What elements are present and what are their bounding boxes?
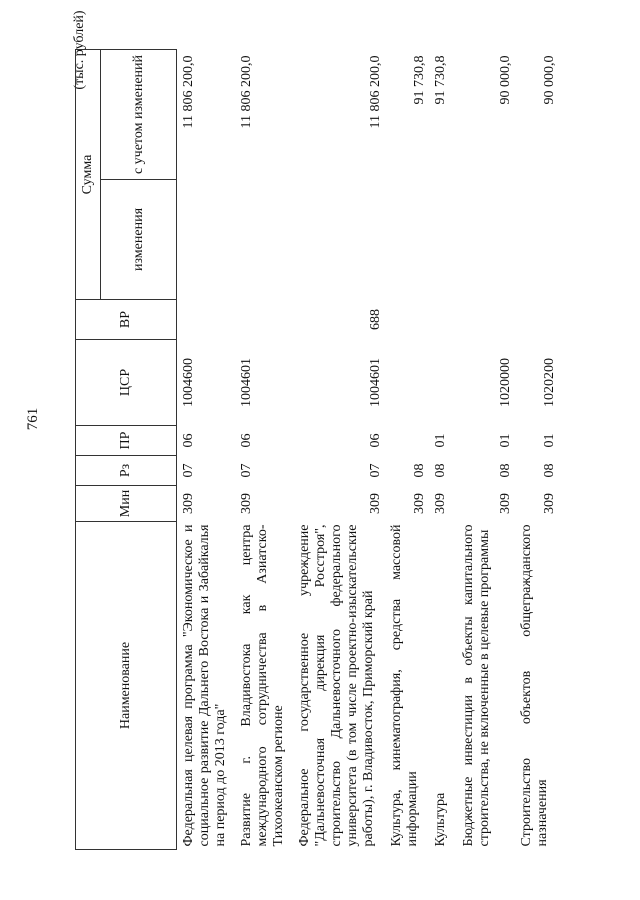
row-rz: 07 — [238, 463, 254, 478]
row-total: 11 806 200,0 — [181, 55, 196, 129]
row-vr — [515, 300, 559, 340]
row-rz: 08 — [432, 463, 448, 478]
table-row — [515, 50, 559, 850]
units-label: (тыс. рублей) — [72, 10, 87, 90]
row-rz: 08 — [411, 463, 427, 478]
row-name: Строительство объектов общегражданского назначения — [518, 524, 550, 847]
row-change — [429, 180, 457, 300]
table-row — [385, 50, 429, 850]
row-vr — [429, 300, 457, 340]
row-min: 309 — [238, 493, 254, 514]
rotated-page — [75, 50, 565, 850]
row-min: 309 — [541, 493, 557, 514]
row-rz: 08 — [497, 463, 513, 478]
row-name: Федеральное государственное учреждение "Дальневосточная дирекция Росстроя", строительство Дальневосточного федерального университета (в том числе проектно-изыскательские работы), г. Владивосток, Приморский край — [296, 524, 376, 847]
row-change — [457, 180, 515, 300]
row-total: 90 000,0 — [497, 55, 513, 105]
row-total: 11 806 200,0 — [367, 55, 383, 129]
row-total: 91 730,8 — [411, 55, 427, 105]
row-change — [515, 180, 559, 300]
row-min: 309 — [181, 493, 196, 514]
budget-table — [75, 49, 559, 850]
row-total: 11 806 200,0 — [238, 55, 254, 129]
row-vr — [457, 300, 515, 340]
row-change — [385, 180, 429, 300]
row-csr: 1004601 — [238, 358, 254, 407]
row-pr: 01 — [497, 433, 513, 448]
table-row — [429, 50, 457, 850]
header-vr: ВР — [76, 300, 177, 340]
row-vr — [177, 300, 235, 340]
header-csr: ЦСР — [76, 340, 177, 426]
row-csr — [385, 340, 429, 426]
page-number: 761 — [25, 407, 41, 431]
row-rz: 07 — [367, 463, 383, 478]
row-name: Культура — [432, 792, 448, 847]
row-name: Федеральная целевая программа "Экономическое и социальное развитие Дальнего Востока и Забайкалья на период до 2013 года" — [181, 524, 228, 847]
row-change — [293, 180, 385, 300]
table-row — [235, 50, 293, 850]
row-csr: 1020000 — [497, 358, 513, 407]
row-min: 309 — [367, 493, 383, 514]
row-pr: 01 — [432, 433, 448, 448]
row-rz: 08 — [541, 463, 557, 478]
row-csr: 1020200 — [541, 358, 557, 407]
row-change — [177, 180, 235, 300]
row-name: Культура, кинематография, средства массовой информации — [388, 524, 420, 847]
header-with-change: с учетом изменений — [101, 50, 177, 180]
table-row — [177, 50, 235, 850]
header-sum: Сумма — [76, 50, 101, 300]
header-rz: Рз — [76, 456, 177, 486]
row-vr — [235, 300, 293, 340]
row-pr — [385, 426, 429, 456]
row-total: 91 730,8 — [432, 55, 448, 105]
row-min: 309 — [497, 493, 513, 514]
row-rz: 07 — [181, 463, 196, 478]
row-pr: 06 — [367, 433, 383, 448]
header-min: Мин — [76, 486, 177, 522]
header-name: Наименование — [76, 522, 177, 850]
row-vr: 688 — [367, 309, 383, 330]
row-total: 90 000,0 — [541, 55, 557, 105]
row-csr — [429, 340, 457, 426]
row-pr: 06 — [238, 433, 254, 448]
row-csr: 1004600 — [181, 358, 196, 407]
table-row — [457, 50, 515, 850]
row-vr — [385, 300, 429, 340]
row-name: Бюджетные инвестиции в объекты капитального строительства, не включенные в целевые программы — [460, 524, 492, 847]
row-min: 309 — [411, 493, 427, 514]
row-csr: 1004601 — [367, 358, 383, 407]
header-pr: ПР — [76, 426, 177, 456]
row-pr: 06 — [181, 433, 196, 448]
table-row — [293, 50, 385, 850]
row-change — [235, 180, 293, 300]
row-pr: 01 — [541, 433, 557, 448]
row-name: Развитие г. Владивостока как центра международного сотрудничества в Азиатско-Тихоокеанском регионе — [238, 524, 286, 847]
row-min: 309 — [432, 493, 448, 514]
header-change: изменения — [101, 180, 177, 300]
